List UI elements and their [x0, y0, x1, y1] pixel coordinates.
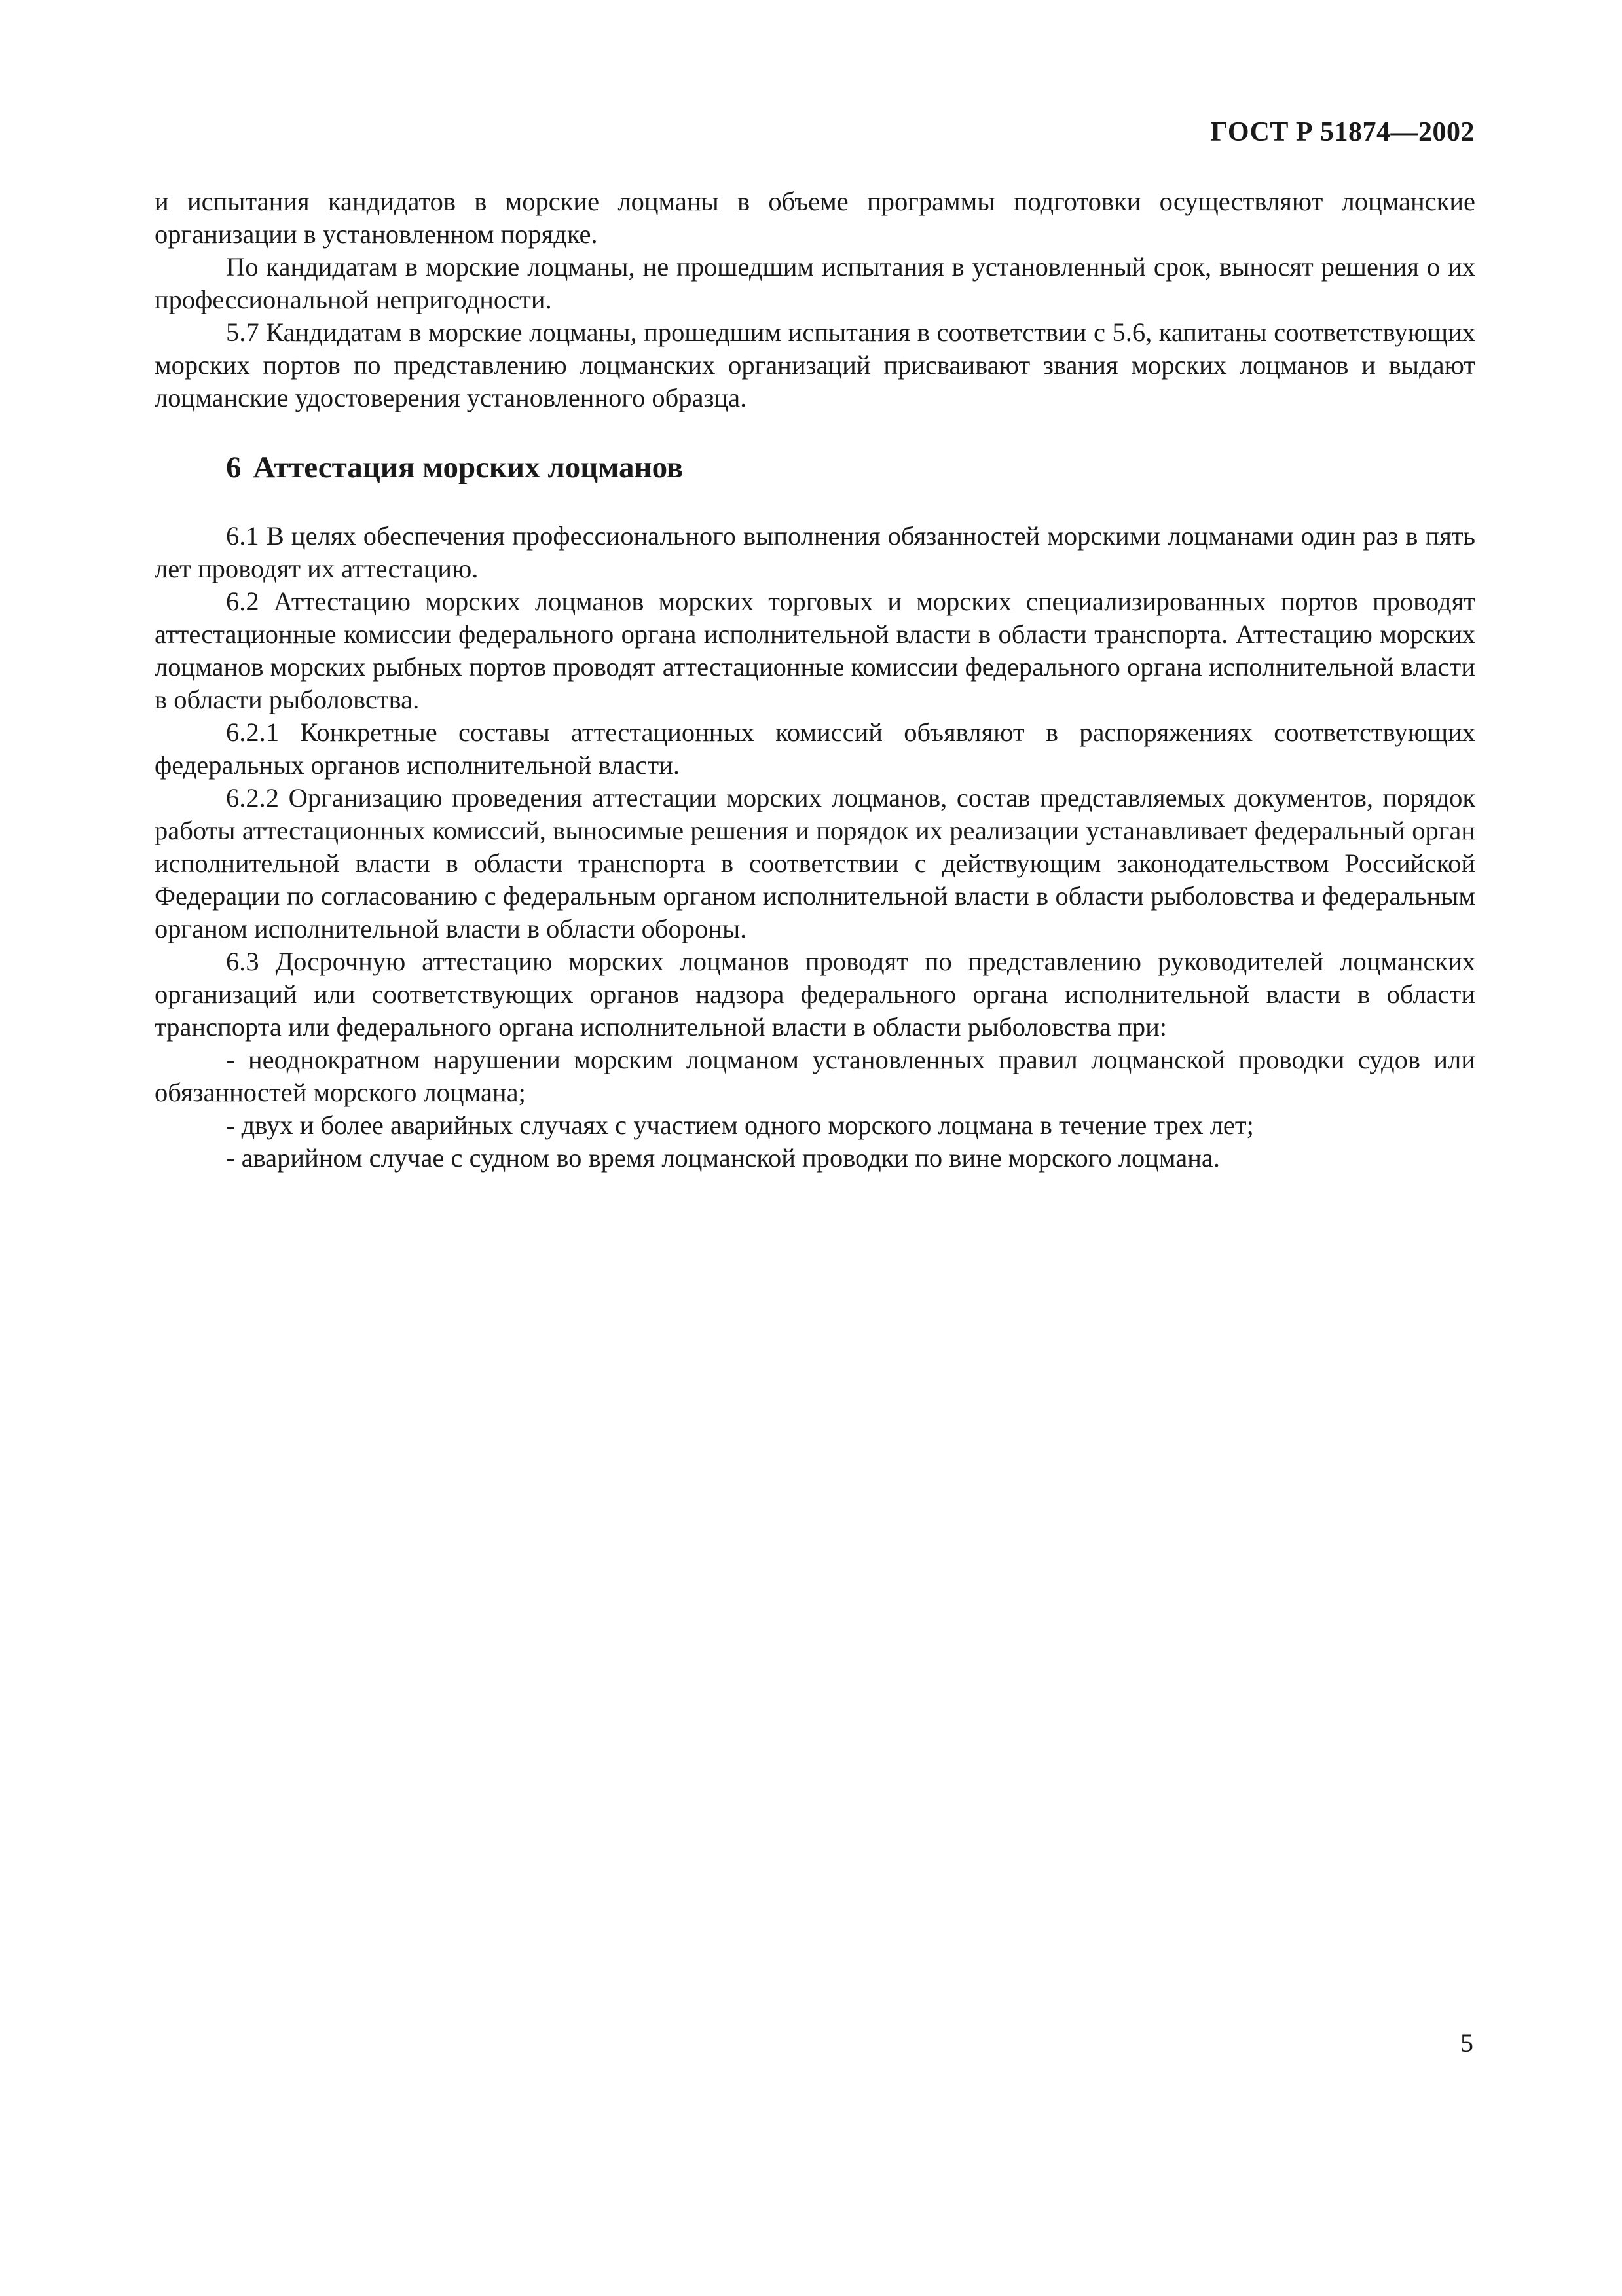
page-content — [155, 185, 1475, 1175]
paragraph-6-2-2: 6.2.2 Организацию проведения аттестации морских лоцманов, состав представляемых документов, порядок работы аттестационных комиссий, выносимые решения и порядок их реализации устанавливает федеральный орган исполнительной власти в области транспорта в соответствии с действующим законодательством Российской Федерации по согласованию с федеральным органом исполнительной власти в области рыболовства и федеральным органом исполнительной власти в области обороны. — [155, 783, 1475, 943]
paragraph-6-2-1: 6.2.1 Конкретные составы аттестационных комиссий объявляют в распоряжениях соответствующих федеральных органов исполнительной власти. — [155, 718, 1475, 780]
paragraph-unfit-candidates: По кандидатам в морские лоцманы, не прошедшим испытания в установленный срок, выносят решения о их профессиональной непригодности. — [155, 252, 1475, 314]
list-item: - неоднократном нарушении морским лоцманом установленных правил лоцманской проводки судов или обязанностей морского лоцмана; — [155, 1045, 1475, 1107]
page-number: 5 — [1460, 2028, 1473, 2058]
list-item: - двух и более аварийных случаях с участием одного морского лоцмана в течение трех лет; — [226, 1110, 1254, 1140]
section-heading — [226, 449, 1475, 486]
section-title: Аттестация морских лоцманов — [253, 450, 684, 484]
paragraph-6-1: 6.1 В целях обеспечения профессионального выполнения обязанностей морскими лоцманами один раз в пять лет проводят их аттестацию. — [155, 521, 1475, 583]
paragraph-6-2: 6.2 Аттестацию морских лоцманов морских торговых и морских специализированных портов проводят аттестационные комиссии федерального органа исполнительной власти в области транспорта. Аттестацию морских лоцманов морских рыбных портов проводят аттестационные комиссии федерального органа исполнительной власти в области рыболовства. — [155, 587, 1475, 714]
paragraph-continuation: и испытания кандидатов в морские лоцманы в объеме программы подготовки осуществляют лоцманские организации в установленном порядке. — [155, 187, 1475, 249]
document-code-header: ГОСТ Р 51874—2002 — [1210, 117, 1475, 147]
paragraph-5-7: 5.7 Кандидатам в морские лоцманы, прошедшим испытания в соответствии с 5.6, капитаны соответствующих морских портов по представлению лоцманских организаций присваивают звания морских лоцманов и выдают лоцманские удостоверения установленного образца. — [155, 318, 1475, 412]
section-number: 6 — [226, 450, 242, 484]
paragraph-6-3: 6.3 Досрочную аттестацию морских лоцманов проводят по представлению руководителей лоцманских организаций или соответствующих органов надзора федерального органа исполнительной власти в области транспорта или федерального органа исполнительной власти в области рыболовства при: — [155, 947, 1475, 1042]
list-item: - аварийном случае с судном во время лоцманской проводки по вине морского лоцмана. — [226, 1143, 1221, 1173]
